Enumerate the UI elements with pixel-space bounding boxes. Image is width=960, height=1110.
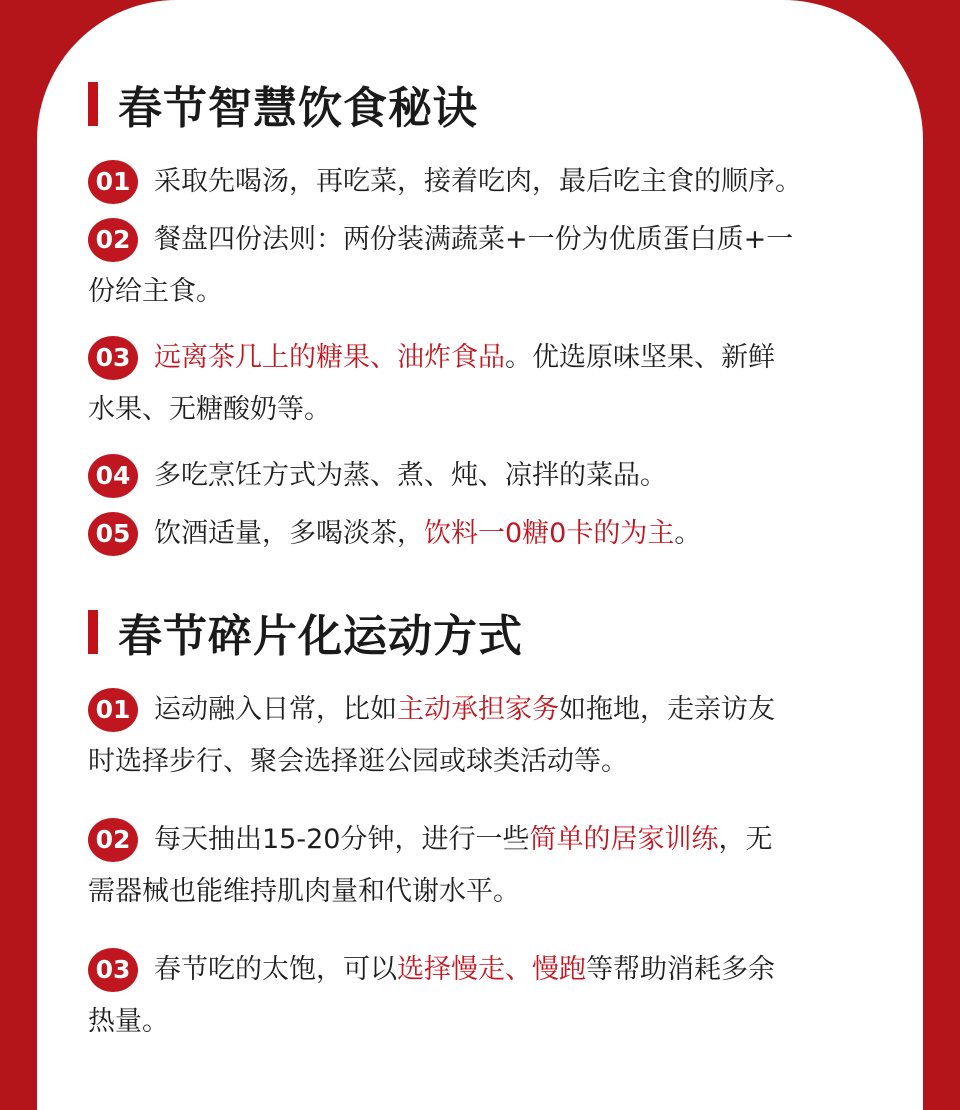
list-item [88,508,888,560]
section-title: 春节智慧饮食秘诀 [118,83,478,134]
item-text-continued: 需器械也能维持肌肉量和代谢水平。 [88,876,520,907]
item-text: 餐盘四份法则：两份装满蔬菜+一份为优质蛋白质+一 [154,224,794,255]
title-accent-bar [88,610,98,654]
highlight-text: 选择慢走、慢跑 [397,954,586,985]
item-text: 采取先喝汤，再吃菜，接着吃肉，最后吃主食的顺序。 [154,166,802,197]
list-item [88,684,888,788]
number-badge: 05 [88,512,138,556]
item-text: 如拖地，走亲访友 [559,694,775,725]
number-badge: 02 [88,218,138,262]
number-badge: 04 [88,454,138,498]
number-badge: 03 [88,948,138,992]
list-item [88,156,888,208]
item-text: ，无 [718,824,773,855]
highlight-text: 远离茶几上的糖果、油炸食品 [154,342,505,373]
item-text: 春节吃的太饱，可以 [154,954,397,985]
item-text: 饮酒适量，多喝淡茶， [154,518,424,549]
section-header [88,604,888,660]
highlight-text: 饮料一0糖0卡的为主 [424,518,675,549]
highlight-text: 简单的居家训练 [529,824,719,855]
item-text-continued: 水果、无糖酸奶等。 [88,394,331,425]
number-badge: 02 [88,818,138,862]
list-item [88,332,888,436]
item-text: 。优选原味坚果、新鲜 [505,342,775,373]
list-item [88,450,888,502]
title-accent-bar [88,82,98,126]
item-text-continued: 份给主食。 [88,276,223,307]
item-text: 。 [674,518,702,549]
highlight-text: 主动承担家务 [397,694,559,725]
section-title: 春节碎片化运动方式 [118,611,523,662]
number-badge: 01 [88,160,138,204]
item-text: 等帮助消耗多余 [586,954,775,985]
item-text: 多吃烹饪方式为蒸、煮、炖、凉拌的菜品。 [154,460,667,491]
list-item [88,944,888,1048]
item-text-continued: 时选择步行、聚会选择逛公园或球类活动等。 [88,746,628,777]
item-text-continued: 热量。 [88,1006,169,1037]
number-badge: 01 [88,688,138,732]
number-badge: 03 [88,336,138,380]
list-item [88,814,888,918]
section-header [88,76,888,132]
list-item [88,214,888,318]
item-text: 每天抽出15-20分钟，进行一些 [154,824,530,855]
item-text: 运动融入日常，比如 [154,694,397,725]
exercise-section [88,604,888,1048]
diet-section [88,76,888,560]
